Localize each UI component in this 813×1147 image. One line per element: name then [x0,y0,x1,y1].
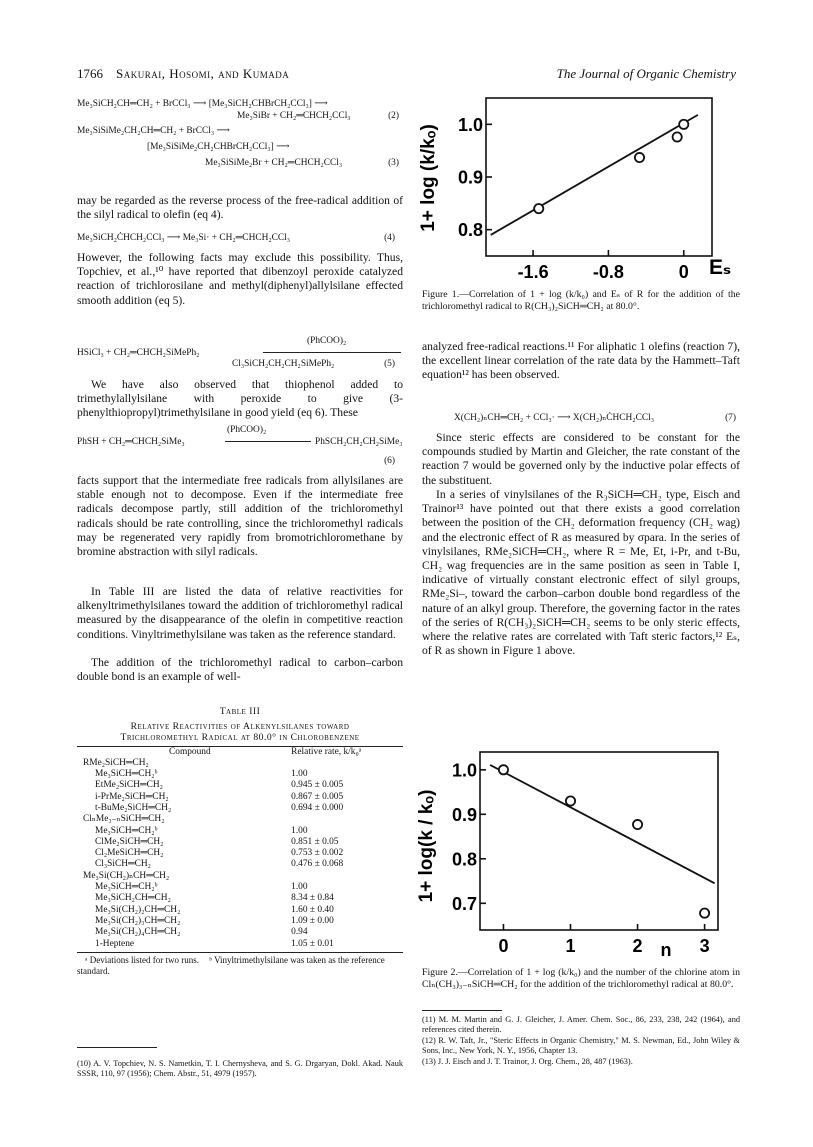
table-iii [77,706,403,977]
table-footnote-a: ᵃ Deviations listed for two runs. [85,954,199,965]
table-row [77,826,403,837]
cell-relative-rate [271,814,403,825]
eq3-line3: Me₃SiSiMe₂Br + CH₂═CHCH₂CCl₃ [205,158,343,168]
cell-relative-rate: 0.867 ± 0.005 [291,791,344,802]
x-tick-label: 1 [565,936,576,956]
table-title-line2: Trichloromethyl Radical at 80.0° in Chlorobenzene [120,732,360,743]
paragraph: analyzed free-radical reactions.¹¹ For aliphatic 1 olefins (reaction 7), the excellent linear correlation of the rate data by the Hammett–Taft equation¹² has been observed. [422,340,740,382]
cell-relative-rate: 1.00 [291,769,308,780]
journal-name: The Journal of Organic Chemistry [556,66,736,81]
data-point [633,820,642,829]
table-title-line1: Relative Reactivities of Alkenylsilanes toward [130,720,350,732]
data-point [673,132,682,141]
cell-compound: Me₃Si(CH₂)₃CH═CH₂ [95,915,181,926]
cell-relative-rate: 0.94 [291,927,308,938]
paragraph: facts support that the intermediate free radicals from allylsilanes are stable enough not to decompose. Even if the intermediate free radicals decompose partly, still addition of the trichloromethyl radicals should be rate controlling, since the trichloromethyl radicals may be regenerated very rapidly from bromotrichloromethane by bromine abstraction with silyl radicals. [77,474,403,559]
y-tick-label: 0.8 [451,849,477,870]
table-label: Table III [219,706,261,717]
table-row [77,792,403,803]
equation-2 [77,98,407,169]
fig2-x-label: n [660,940,672,960]
equation-7 [422,412,740,424]
cell-compound: ClₙMe₃₋ₙSiCH═CH₂ [83,814,165,825]
data-point [534,204,543,213]
cell-compound: t-BuMe₂SiCH═CH₂ [95,802,172,813]
column-header-rate: Relative rate, k/k₀ᵃ [291,746,362,757]
cell-relative-rate: 0.753 ± 0.002 [291,848,344,859]
cell-compound: Me₃Si(CH₂)₂CH═CH₂ [95,904,181,915]
paragraph: In a series of vinylsilanes of the R₃SiCH═CH₂ type, Eisch and Trainor¹³ have pointed out that there exists a good correlation between the position of the CH₂ deformation frequency (CH₂ wag) and the electronic effect of R as measured by σpara. In the series of vinylsilanes, RMe₂SiCH═CH₂, where R = Me, Et, i-Pr, and t-Bu, CH₂ wag frequencies are in the same position as seen in Table I, indicative of virtually constant electronic effect of silyl groups, RMe₂Si–, toward the carbon–carbon double bond regardless of the nature of an alkyl group. Therefore, the governing factor in the rates of the series of R(CH₃)₂SiCH═CH₂ seems to be only steric effects, where the relative rates are correlated with Taft steric factors,¹² Eₛ, of R as shown in Figure 1 above. [422,488,740,658]
cell-compound: Cl₃SiCH═CH₂ [95,859,151,870]
cell-compound: Me₃SiCH═CH₂ᵇ [95,825,158,836]
table-row [77,837,403,848]
eq2-line1: Me₃SiCH₂CH═CH₂ + BrCCl₃ ⟶ [Me₃SiCH₂CHBrCH₂CCl₃] ⟶ [77,99,328,109]
cell-compound: ClMe₂SiCH═CH₂ [95,836,164,847]
table-row [77,882,403,893]
figure-1-chart [420,92,740,284]
figure-2-chart [416,748,740,960]
table-row [77,758,403,769]
footnote-divider [422,1010,502,1011]
x-tick-label: 0 [498,936,509,956]
eq5-arrow [263,352,401,353]
eq6-right: PhSCH₂CH₂CH₂SiMe₃ [315,437,403,447]
figure-1-caption: Figure 1.—Correlation of 1 + log (k/k₀) and Eₛ of R for the addition of the trichloromethyl radical to R(CH₃)₂SiCH═CH₂ at 80.0°. [422,289,740,312]
eq5-left: HSiCl₃ + CH₂═CHCH₂SiMePh₂ [77,348,200,358]
x-tick-label: 3 [699,936,710,956]
eq7-text: X(CH₂)ₙCH═CH₂ + CCl₃· ⟶ X(CH₂)ₙĊHCH₂CCl₃ [454,413,654,423]
cell-relative-rate: 1.05 ± 0.01 [291,938,334,949]
x-tick-label: -0.8 [592,262,624,282]
paragraph: We have also observed that thiophenol added to trimethylallylsilane with peroxide to give (3-phenylthiopropyl)trimethylsilane in good yield (eq 6). These [77,378,403,420]
footnote-13: (13) J. J. Eisch and J. T. Trainor, J. Org. Chem., 28, 487 (1963). [422,1056,633,1066]
footnote-12: (12) R. W. Taft, Jr., "Steric Effects in Organic Chemistry," M. S. Newman, Ed., John Wiley & Sons, Inc., New York, N. Y., 1956, Chapter 13. [422,1035,740,1056]
table-header-row [77,747,403,758]
footnotes-right [422,1015,740,1067]
fig1-x-label: Eₛ [708,256,732,279]
table-row [77,803,403,814]
cell-compound: RMe₂SiCH═CH₂ [83,757,149,768]
paragraph: Since steric effects are considered to be constant for the compounds studied by Martin and Gleicher, the rate constant of the reaction 7 would be governed only by the inductive polar effects of the substituent. [422,431,740,487]
table-row [77,871,403,882]
y-tick-label: 0.8 [457,220,483,241]
data-point [566,796,575,805]
table-grid [77,747,403,950]
table-row [77,939,403,950]
y-tick-label: 0.9 [457,167,483,188]
table-row [77,769,403,780]
eq2-number: (2) [388,111,399,121]
eq4-text: Me₃SiCH₂ĊHCH₂CCl₃ ⟶ Me₃Si· + CH₂═CHCH₂CCl₃ [77,233,291,243]
cell-compound: Me₃Si(CH₂)ₙCH═CH₂ [83,870,170,881]
eq4-number: (4) [384,233,395,243]
running-authors: Sakurai, Hosomi, and Kumada [116,66,290,81]
paragraph: In Table III are listed the data of relative reactivities for alkenyltrimethylsilanes toward the addition of trichloromethyl radical measured by the disappearance of the olefin in competitive reaction conditions. Vinyltrimethylsilane was taken as the reference standard. [77,585,403,641]
cell-relative-rate: 0.694 ± 0.000 [291,802,344,813]
eq6-catalyst: (PhCOO)₂ [227,425,267,435]
eq7-number: (7) [725,413,736,423]
y-tick-label: 1.0 [451,760,477,781]
footnote-10: (10) A. V. Topchiev, N. S. Nametkin, T. I. Chernysheva, and S. G. Drgaryan, Dokl. Akad. Nauk SSSR, 110, 97 (1956); Chem. Abstr., 51, 4979 (1957). [77,1059,403,1079]
cell-compound: Me₃Si(CH₂)₄CH═CH₂ [95,927,181,938]
cell-compound: EtMe₂SiCH═CH₂ [95,780,163,791]
cell-compound: i-PrMe₂SiCH═CH₂ [95,791,169,802]
fig1-y-label: 1+ log (k/kₒ) [418,124,439,232]
footnote-11: (11) M. M. Martin and G. J. Gleicher, J. Amer. Chem. Soc., 86, 233, 238, 242 (1964), and references cited therein. [422,1015,740,1035]
table-row [77,814,403,825]
eq5-catalyst: (PhCOO)₂ [307,336,347,346]
table-row [77,780,403,791]
table-row [77,905,403,916]
x-tick-label: 0 [678,262,689,282]
cell-compound: Me₃SiCH₂CH═CH₂ [95,893,171,904]
cell-relative-rate: 1.09 ± 0.00 [291,915,334,926]
equation-6 [77,425,403,468]
footnote-divider [77,1047,157,1048]
x-tick-label: -1.6 [517,262,549,282]
eq6-left: PhSH + CH₂═CHCH₂SiMe₃ [77,437,185,447]
cell-compound: Me₃SiCH═CH₂ᵇ [95,769,158,780]
table-body [77,758,403,950]
cell-relative-rate: 0.476 ± 0.068 [291,859,344,870]
eq3-number: (3) [388,158,399,168]
data-point [635,153,644,162]
y-tick-label: 0.9 [451,804,477,825]
eq5-number: (5) [384,359,395,369]
cell-relative-rate: 0.945 ± 0.005 [291,780,344,791]
paragraph: However, the following facts may exclude this possibility. Thus, Topchiev, et al.,¹⁰ have reported that dibenzoyl peroxide catalyzed reaction of trichlorosilane and methyl(diphenyl)allylsilane effected smooth addition (eq 5). [77,251,403,307]
table-row [77,848,403,859]
data-point [679,120,688,129]
y-tick-label: 0.7 [451,893,477,914]
fig1-plot-frame [486,98,712,256]
cell-compound: 1-Heptene [95,938,135,949]
cell-relative-rate: 0.851 ± 0.05 [291,836,339,847]
cell-compound: Me₃SiCH═CH₂ᵇ [95,882,158,893]
eq6-arrow [225,441,311,442]
table-footnote-b: ᵇ Vinyltrimethylsilane was taken as the reference standard. [77,954,385,976]
cell-relative-rate: 1.60 ± 0.40 [291,904,334,915]
table-row [77,927,403,938]
table-row [77,859,403,870]
cell-relative-rate [271,758,403,769]
fit-line [491,115,698,235]
eq2-line2: Me₃SiBr + CH₂═CHCH₂CCl₃ [237,111,351,121]
equation-5 [77,338,403,372]
table-row [77,893,403,904]
page-number: 1766 [77,66,103,81]
figure-2-caption: Figure 2.—Correlation of 1 + log (k/k₀) and the number of the chlorine atom in Clₙ(CH₃)₃₋ₙSiCH═CH₂ for the addition of the trichloromethyl radical at 80.0°. [422,967,740,990]
cell-relative-rate: 1.00 [291,882,308,893]
cell-relative-rate [271,871,403,882]
cell-compound: Cl₂MeSiCH═CH₂ [95,848,164,859]
eq6-number: (6) [384,456,395,466]
equation-4 [77,232,403,244]
column-header-compound: Compound [169,746,211,757]
x-tick-label: 2 [632,936,643,956]
data-point [700,908,709,917]
y-tick-label: 1.0 [457,114,483,135]
fig2-y-label: 1+ log(k / kₒ) [416,789,437,903]
table-row [77,916,403,927]
fit-line [490,765,715,883]
table-footnotes [77,955,403,977]
eq3-line2: [Me₃SiSiMe₂CH₂CHBrCH₂CCl₃] ⟶ [147,142,290,152]
eq5-right: Cl₃SiCH₂CH₂CH₂SiMePh₂ [232,359,335,369]
data-point [499,765,508,774]
cell-relative-rate: 1.00 [291,825,308,836]
paragraph: may be regarded as the reverse process of the free-radical addition of the silyl radical to olefin (eq 4). [77,194,403,222]
cell-relative-rate: 8.34 ± 0.84 [291,893,334,904]
paragraph: The addition of the trichloromethyl radical to carbon–carbon double bond is an example of well- [77,656,403,684]
eq3-line1: Me₃SiSiMe₂CH₂CH═CH₂ + BrCCl₃ ⟶ [77,126,230,136]
